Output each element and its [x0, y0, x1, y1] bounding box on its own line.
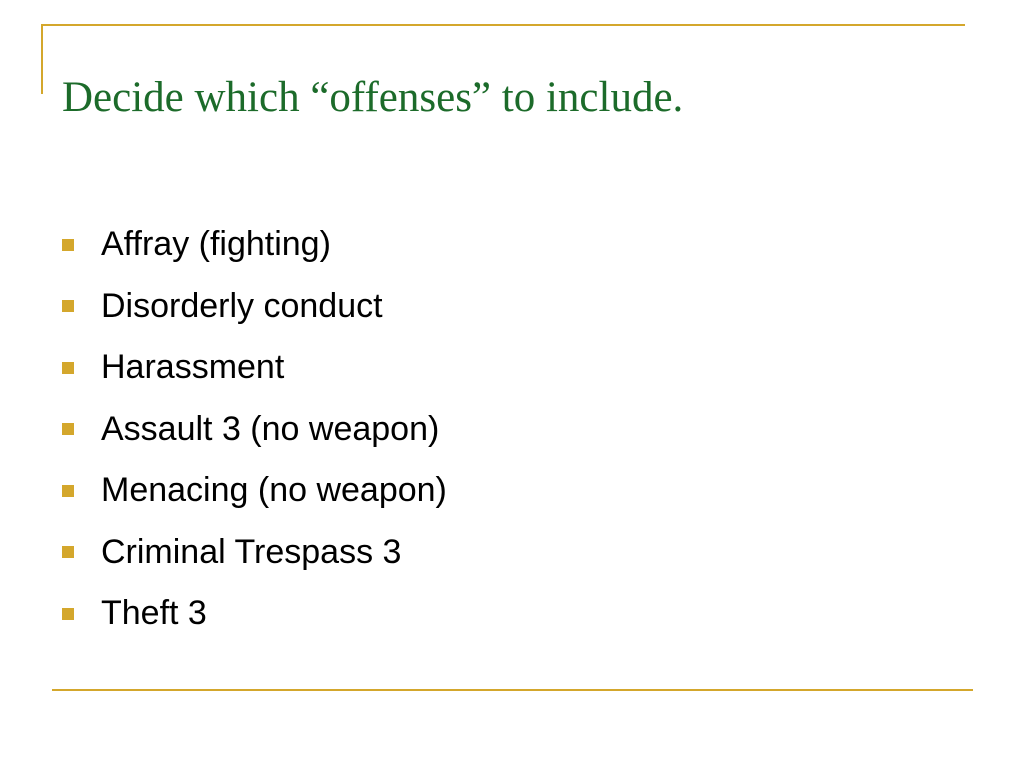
frame-top-rule [41, 24, 965, 26]
slide-title: Decide which “offenses” to include. [62, 74, 684, 121]
bullet-text: Criminal Trespass 3 [101, 532, 402, 571]
square-bullet-icon [62, 300, 74, 312]
frame-left-rule [41, 24, 43, 94]
square-bullet-icon [62, 485, 74, 497]
bullet-text: Affray (fighting) [101, 225, 331, 264]
bullet-list [62, 214, 447, 645]
bullet-item [62, 214, 447, 276]
bullet-item [62, 583, 447, 645]
square-bullet-icon [62, 608, 74, 620]
bullet-item [62, 460, 447, 522]
bullet-text: Menacing (no weapon) [101, 471, 447, 510]
bullet-item [62, 522, 447, 584]
bullet-item [62, 337, 447, 399]
square-bullet-icon [62, 546, 74, 558]
bullet-text: Assault 3 (no weapon) [101, 409, 440, 448]
bullet-item [62, 399, 447, 461]
square-bullet-icon [62, 423, 74, 435]
square-bullet-icon [62, 362, 74, 374]
bullet-item [62, 276, 447, 338]
bullet-text: Theft 3 [101, 594, 207, 633]
bullet-text: Harassment [101, 348, 285, 387]
square-bullet-icon [62, 239, 74, 251]
bullet-text: Disorderly conduct [101, 286, 383, 325]
footer-rule [52, 689, 973, 691]
